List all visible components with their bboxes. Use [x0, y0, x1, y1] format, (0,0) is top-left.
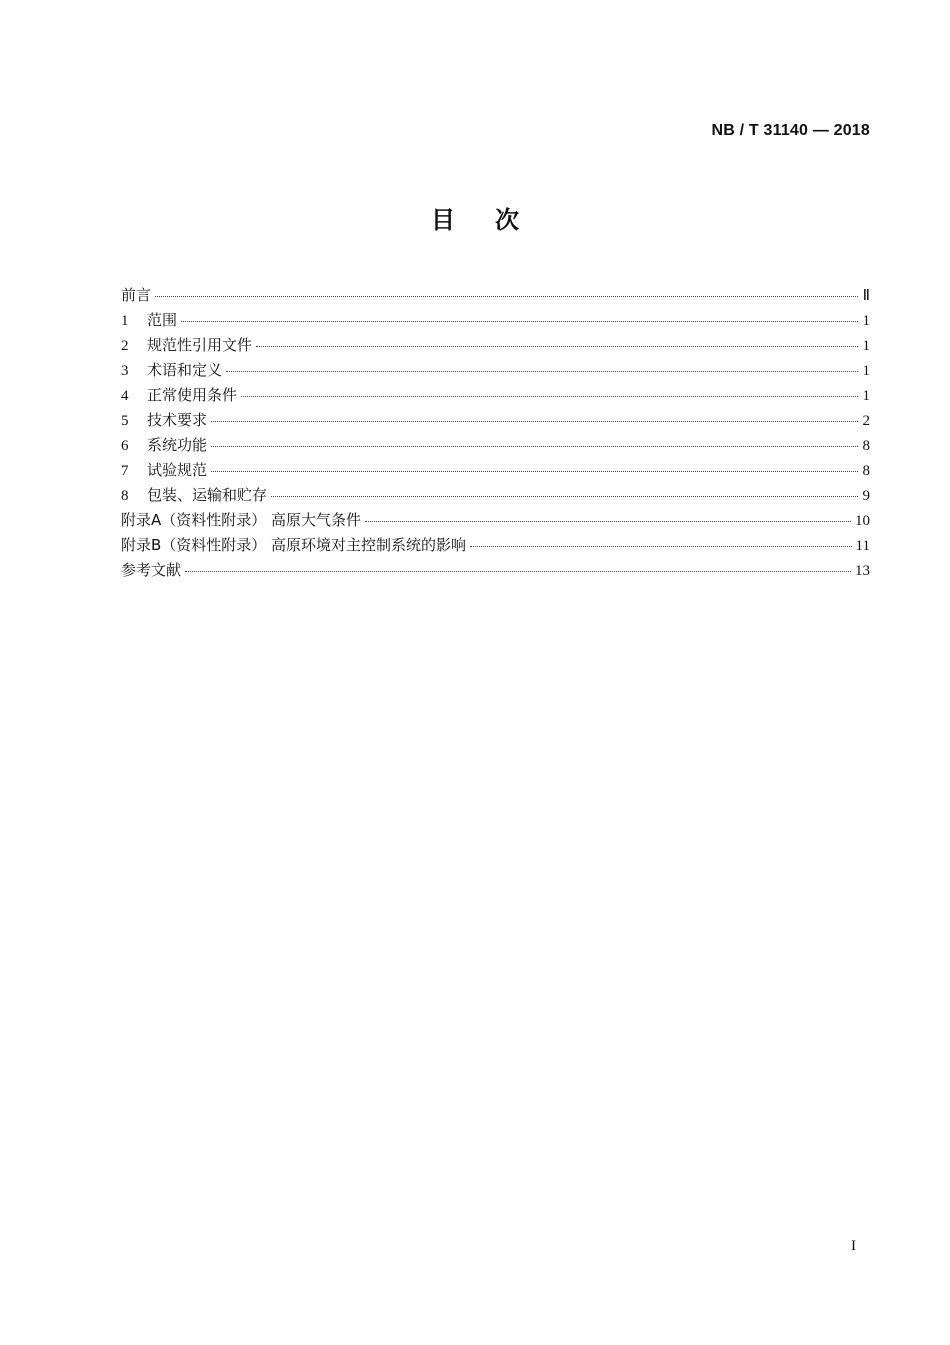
toc-entry-4[interactable]	[121, 383, 870, 408]
leader-dots	[211, 420, 858, 422]
page-title	[0, 200, 950, 235]
toc-entry-3[interactable]	[121, 358, 870, 383]
toc-label: 正常使用条件	[147, 386, 238, 404]
toc-label: 技术要求	[147, 411, 208, 429]
toc-page: 11	[855, 538, 870, 554]
toc-page: 10	[855, 513, 870, 529]
toc-entry-references[interactable]	[121, 558, 870, 583]
page-number: I	[851, 1238, 856, 1254]
toc-page: 1	[862, 363, 870, 379]
toc-entry-6[interactable]	[121, 433, 870, 458]
title-char-1: 目	[431, 206, 455, 234]
toc-number: 8	[121, 488, 129, 504]
toc-number: 1	[121, 313, 129, 329]
toc-entry-1[interactable]	[121, 308, 870, 333]
toc-label: 附录B（资料性附录） 高原环境对主控制系统的影响	[121, 536, 467, 554]
toc-page: 13	[855, 563, 870, 579]
toc-page: 8	[862, 438, 870, 454]
toc-number: 3	[121, 363, 129, 379]
table-of-contents	[121, 283, 870, 583]
toc-entry-8[interactable]	[121, 483, 870, 508]
leader-dots	[226, 370, 858, 372]
toc-number: 4	[121, 388, 129, 404]
toc-label: 系统功能	[147, 436, 208, 454]
toc-page: 8	[862, 463, 870, 479]
toc-entry-2[interactable]	[121, 333, 870, 358]
leader-dots	[271, 495, 858, 497]
toc-number: 2	[121, 338, 129, 354]
toc-entry-appendix-b[interactable]	[121, 533, 870, 558]
toc-label: 附录A（资料性附录） 高原大气条件	[121, 511, 362, 529]
standard-code: NB / T 31140 — 2018	[711, 122, 870, 139]
leader-dots	[211, 470, 858, 472]
toc-label: 包装、运输和贮存	[147, 486, 268, 504]
toc-number: 6	[121, 438, 129, 454]
leader-dots	[155, 295, 858, 297]
leader-dots	[470, 545, 851, 547]
toc-page: 1	[862, 388, 870, 404]
toc-number: 5	[121, 413, 129, 429]
toc-entry-foreword[interactable]	[121, 283, 870, 308]
leader-dots	[185, 570, 851, 572]
toc-page: 1	[862, 313, 870, 329]
toc-page: Ⅱ	[862, 288, 870, 304]
toc-page: 1	[862, 338, 870, 354]
toc-entry-7[interactable]	[121, 458, 870, 483]
toc-entry-appendix-a[interactable]	[121, 508, 870, 533]
leader-dots	[241, 395, 858, 397]
toc-label: 规范性引用文件	[147, 336, 253, 354]
toc-label: 术语和定义	[147, 361, 223, 379]
toc-label: 范围	[147, 311, 178, 329]
toc-label: 前言	[121, 286, 152, 304]
toc-page: 2	[862, 413, 870, 429]
toc-page: 9	[862, 488, 870, 504]
leader-dots	[256, 345, 858, 347]
toc-number: 7	[121, 463, 129, 479]
title-char-2: 次	[495, 206, 519, 234]
toc-label: 参考文献	[121, 561, 182, 579]
leader-dots	[211, 445, 858, 447]
toc-label: 试验规范	[147, 461, 208, 479]
leader-dots	[181, 320, 858, 322]
toc-entry-5[interactable]	[121, 408, 870, 433]
leader-dots	[365, 520, 851, 522]
